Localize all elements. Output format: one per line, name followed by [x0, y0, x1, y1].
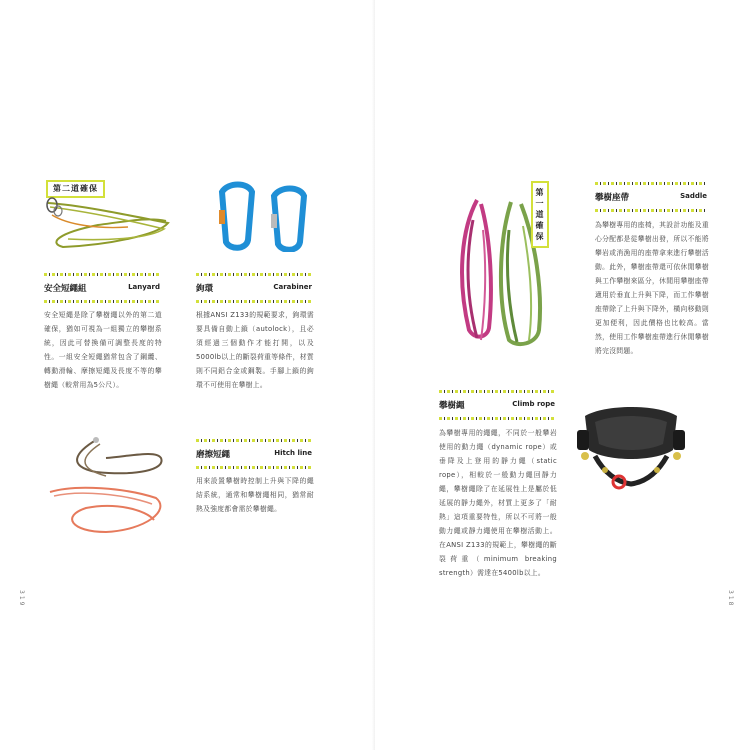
second-protection-tag: 第二道確保 [46, 180, 105, 198]
right-page [375, 0, 750, 750]
lanyard-header [44, 279, 160, 297]
carabiner-header [196, 279, 312, 297]
page-number-left: 319 [18, 590, 25, 608]
lanyard-title-en: Lanyard [128, 283, 160, 291]
saddle-image [565, 396, 697, 506]
hitch-line-header [196, 445, 312, 463]
climb-rope-text: 為攀樹專用的繩繩，不同於一般攀岩使用的動力繩（dynamic rope）或垂降及上登用的靜力繩（static rope），相較於一般動力繩回靜力繩，攀樹繩除了在延展性上是屬於低延展的靜力繩外，材質上更多了「耐熱」這項重要特性，所以不可將一般動力繩或靜力繩使用在攀樹活動上。在ANSI Z133的規範上，攀樹繩的斷裂荷重（minimum breaking strength）需達在5400lb以上。 [439, 429, 557, 577]
climb-rope-title: 攀樹繩 [439, 401, 465, 411]
climb-rope-title-en: Climb rope [512, 400, 555, 408]
hitch-line-image [36, 432, 176, 542]
lanyard-image [38, 195, 178, 255]
lanyard-title: 安全短繩組 [44, 284, 87, 294]
saddle-title-en: Saddle [680, 192, 707, 200]
hitch-line-text: 用來設置攀樹時控制上升與下降的繩結系統，通常和攀樹繩相同，猶常耐熱及強度都會需於攀樹繩。 [196, 477, 314, 513]
saddle-header [595, 188, 707, 206]
page-number-right: 318 [727, 590, 734, 608]
saddle-title: 攀樹座帶 [595, 193, 630, 203]
carabiner-title-en: Carabiner [273, 283, 312, 291]
lanyard-text: 安全短繩是除了攀樹繩以外的第二道確保，猶如可視為一組獨立的攀樹系統，因此可替換備可調整長度的特性。一組安全短繩猶常包含了鋼纜、轉動滑輪、摩擦短繩及長度不等的攀樹繩（較常用為5公尺）。 [44, 311, 162, 389]
carabiner-text: 根據ANSI Z133的規範要求，鉤環需要具備自動上鎖（autolock），且必須經過三個動作才能打開，以及5000lb以上的斷裂荷重等條件，材質則不同鋁合金或鋼製。手腳上鎖的鉤環不可使用在攀樹上。 [196, 311, 314, 389]
carabiner-title: 鉤環 [196, 284, 214, 294]
carabiner-image [208, 180, 318, 252]
climb-rope-header [439, 396, 555, 414]
hitch-line-title: 磨擦短繩 [196, 450, 231, 460]
first-protection-tag: 第一道確保 [531, 181, 549, 248]
hitch-line-title-en: Hitch line [274, 449, 312, 457]
saddle-text: 為攀樹專用的座椅，其設計功能及重心分配都是從攀樹出發，所以不能將攀岩或消漁用的座帶拿來進行攀樹活動。此外，攀樹座帶還可依休閒攀樹與工作攀樹來區分，休閒用攀樹座帶適用於垂直上升與下降，而工作攀樹座帶除了上升與下降外，橫向移動則更加便利，因此價格也比較高。當然，使用工作攀樹座帶進行休閒攀樹將完沒問題。 [595, 221, 709, 355]
